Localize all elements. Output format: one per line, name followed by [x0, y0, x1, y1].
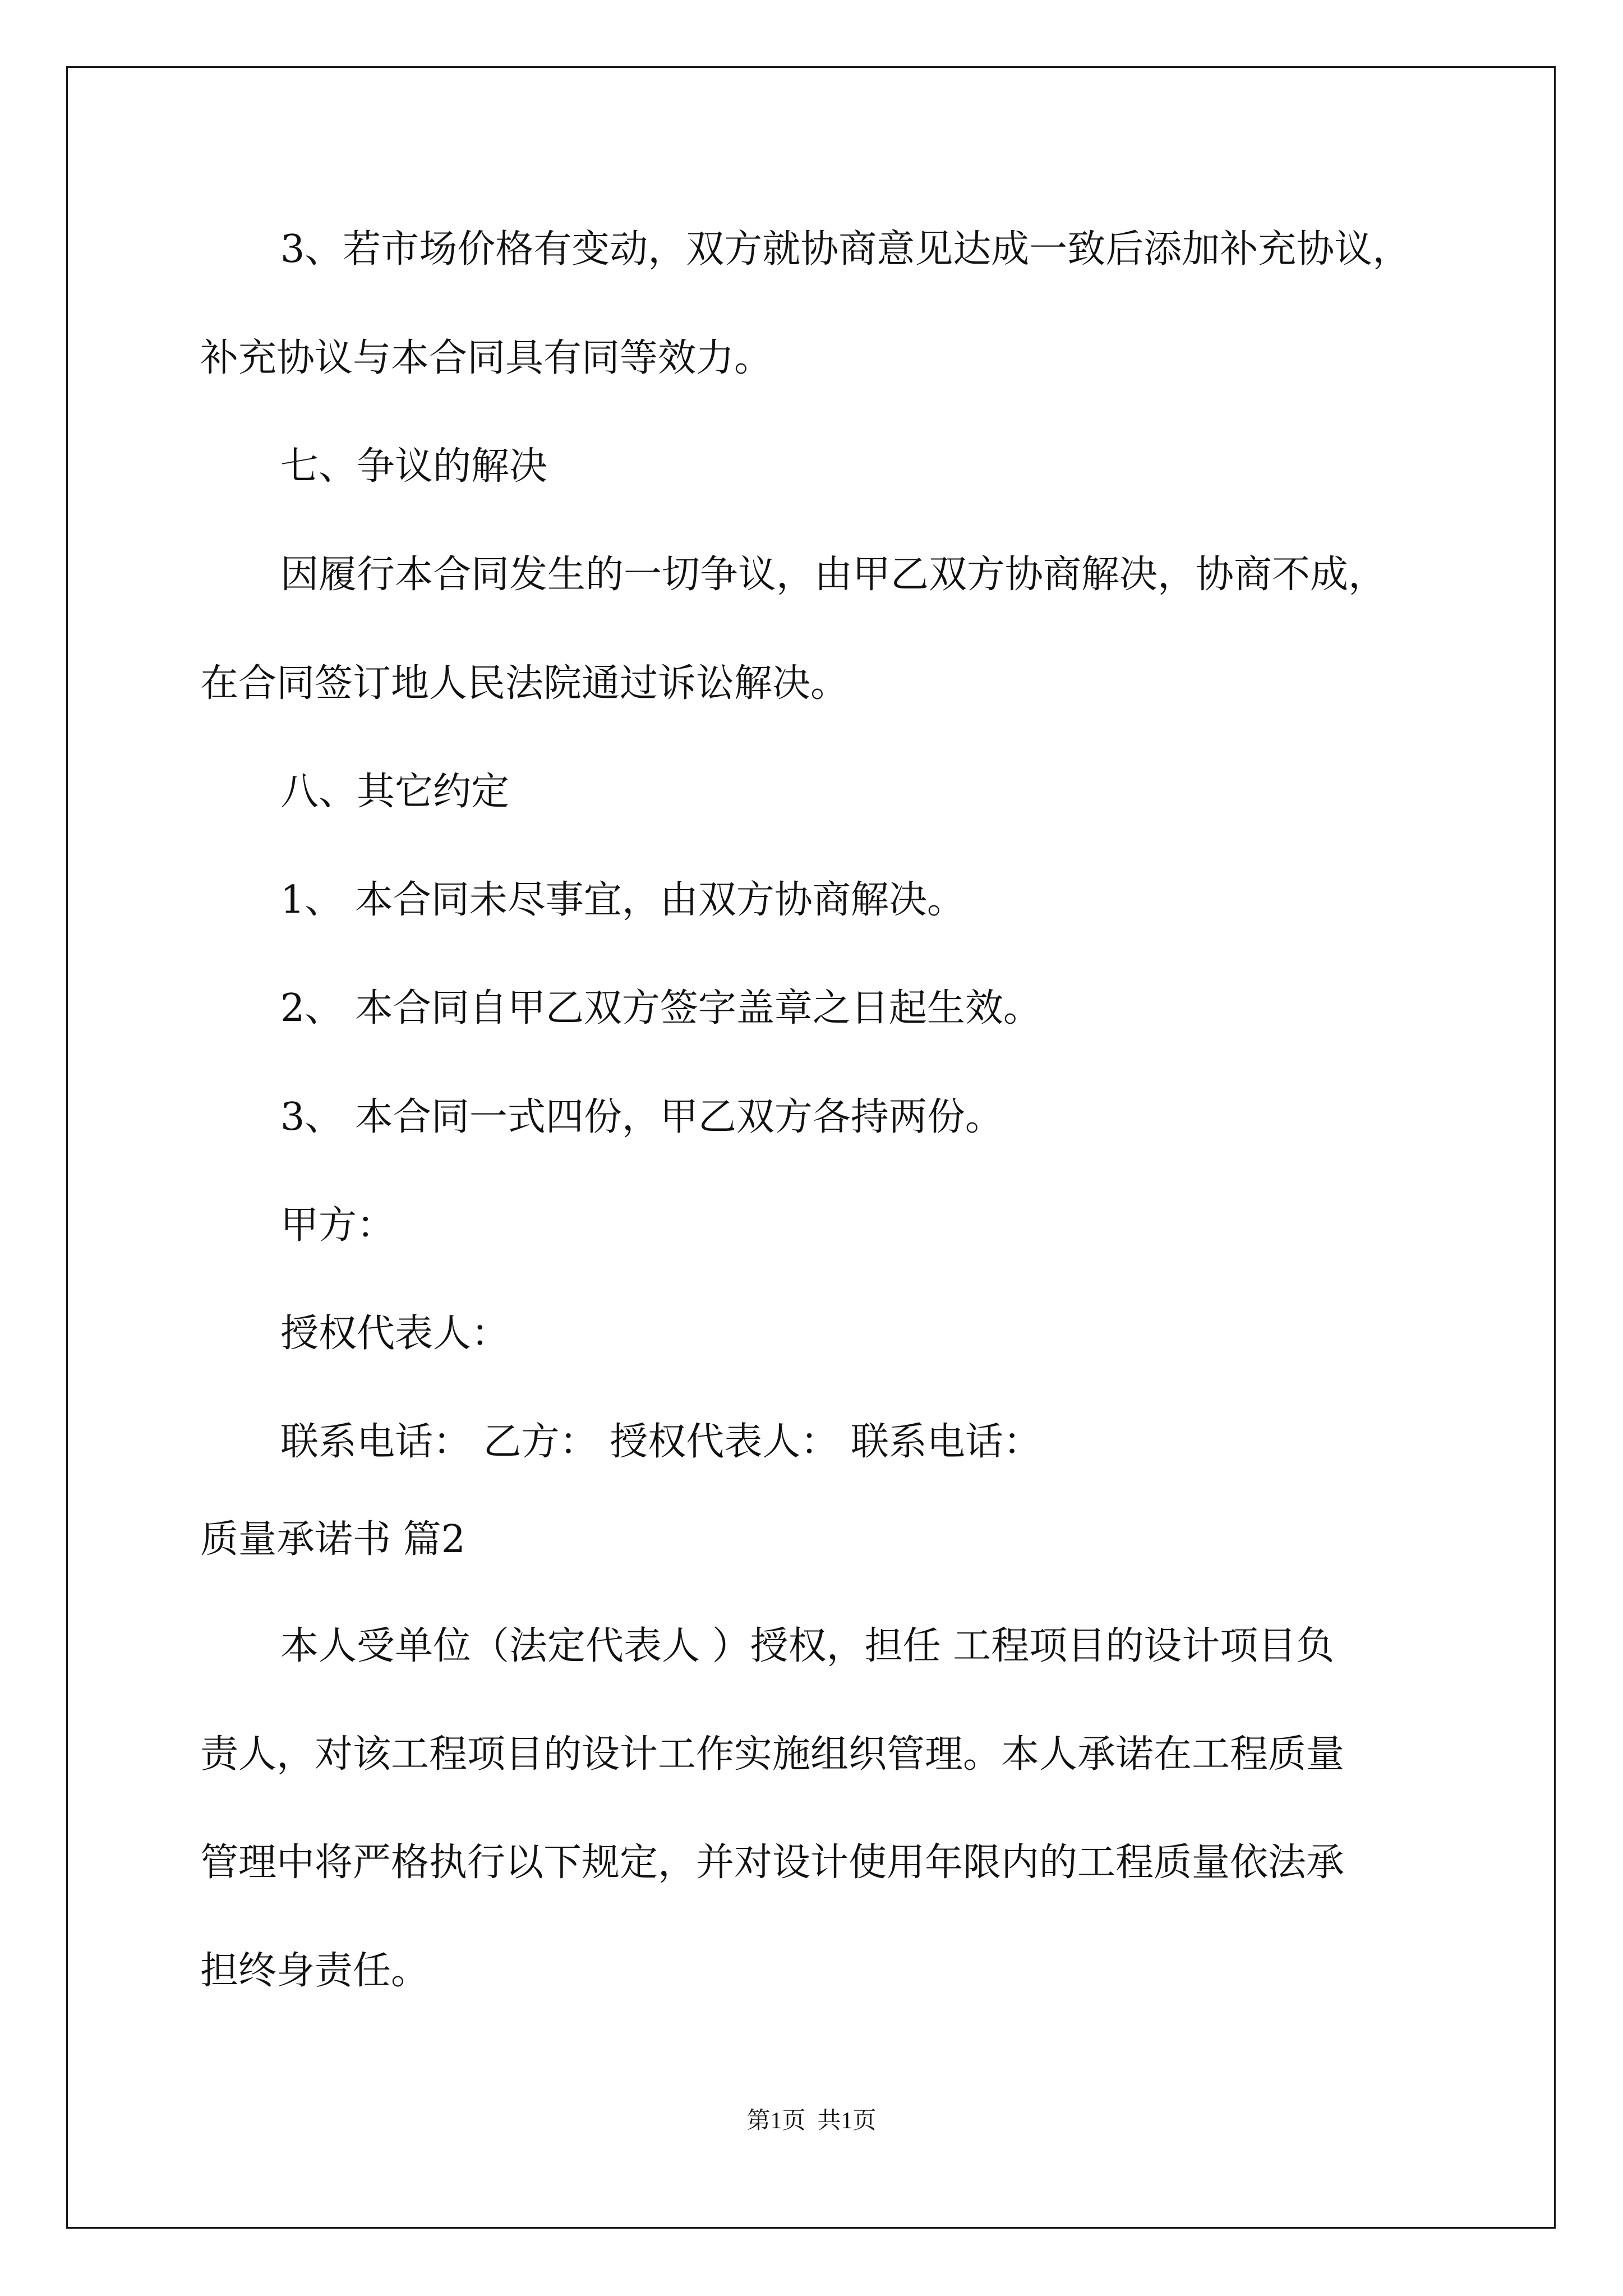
section-heading: 七、争议的解决: [280, 444, 548, 489]
paragraph-line: 补充协议与本合同具有同等效力。: [200, 336, 773, 380]
paragraph-line: 本人受单位（法定代表人 ）授权，担任 工程项目的设计项目负: [280, 1624, 1335, 1668]
page-border: [66, 66, 1556, 2229]
paragraph-line: 3、若市场价格有变动，双方就协商意见达成一致后添加补充协议，: [280, 227, 1411, 272]
signature-contact-line: 联系电话： 乙方： 授权代表人： 联系电话：: [280, 1420, 1041, 1464]
paragraph-line: 管理中将严格执行以下规定，并对设计使用年限内的工程质量依法承: [200, 1841, 1345, 1885]
signature-auth-rep: 授权代表人：: [280, 1312, 510, 1356]
signature-party-a: 甲方：: [280, 1203, 395, 1248]
page-footer: 第1页 共1页: [746, 2108, 877, 2134]
list-item: 2、 本合同自甲乙双方签字盖章之日起生效。: [280, 986, 1041, 1030]
paragraph-line: 责人，对该工程项目的设计工作实施组织管理。本人承诺在工程质量: [200, 1732, 1345, 1777]
list-item: 1、 本合同未尽事宜，由双方协商解决。: [280, 878, 965, 922]
list-item: 3、 本合同一式四份，甲乙双方各持两份。: [280, 1095, 1003, 1139]
paragraph-line: 在合同签订地人民法院通过诉讼解决。: [200, 661, 849, 706]
paragraph-line: 担终身责任。: [200, 1949, 430, 1993]
section-title: 质量承诺书 篇2: [200, 1517, 465, 1562]
paragraph-line: 因履行本合同发生的一切争议，由甲乙双方协商解决，协商不成，: [280, 553, 1387, 597]
section-heading: 八、其它约定: [280, 770, 510, 814]
